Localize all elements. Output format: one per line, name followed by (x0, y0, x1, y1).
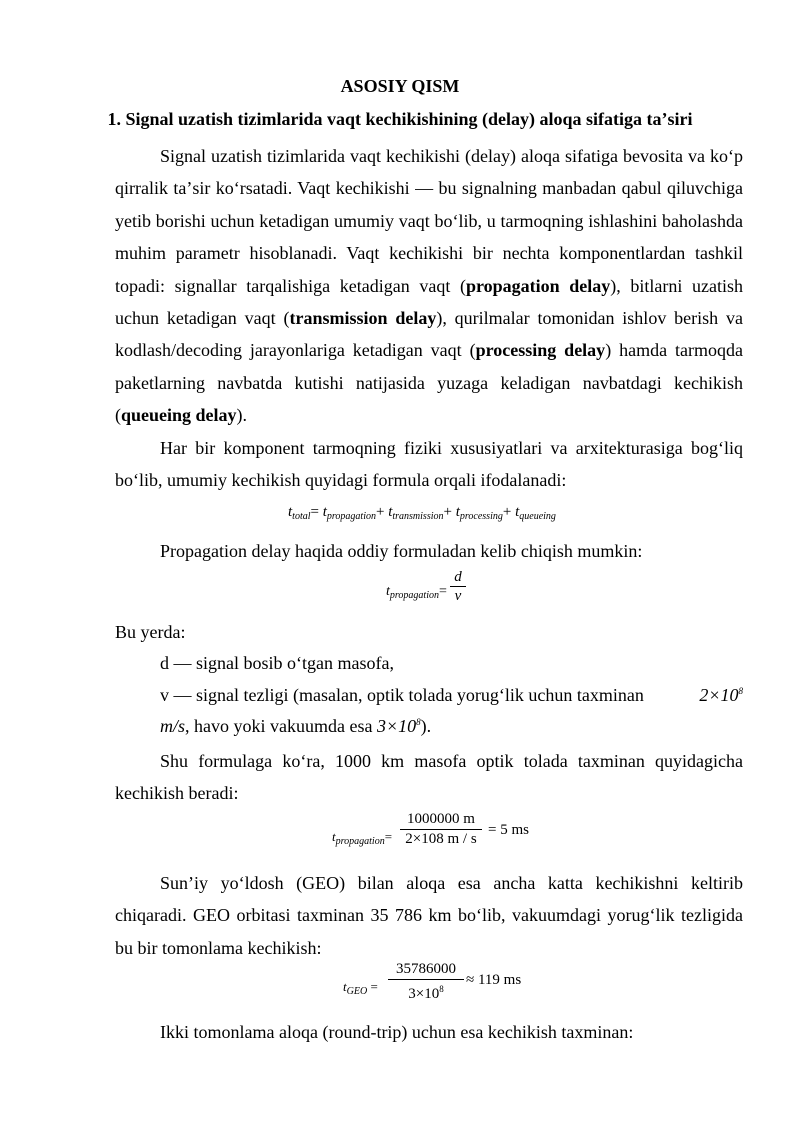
paragraph-1: Signal uzatish tizimlarida vaqt kechikishi (delay) aloqa sifatiga bevosita va koʻp qirralik taʼsir koʻrsatadi. Vaqt kechikishi — bu signalning manbadan qabul qiluvchiga yetib borishi uchun ketadigan umumiy vaqt boʻlib, u tarmoqning ishlashini baholashda muhim parametr hisoblanadi. Vaqt kechikishi bir nechta komponentlardan tashkil topadi: signallar tarqalishiga ketadigan vaqt (propagation delay), bitlarni uzatish uchun ketadigan vaqt (transmission delay), qurilmalar tomonidan ishlov berish va kodlash/decoding jarayonlariga ketadigan vaqt (processing delay) hamda tarmoqda paketlarning navbatda kutishi natijasida yuzaga keladigan navbatdagi kechikish (queueing delay). (115, 146, 743, 426)
paragraph-2: Har bir komponent tarmoqning fiziki xususiyatlari va arxitekturasiga bogʻliq boʻlib, umumiy kechikish quyidagi formula orqali ifodalanadi: (115, 438, 743, 491)
definition-v-line2: m/s, havo yoki vakuumda esa $3\times 10^8$). (160, 716, 432, 736)
formula-geo-result: ≈ 119 ms (466, 972, 522, 988)
term-transmission-delay: transmission delay (289, 308, 437, 329)
paragraph-4: Shu formulaga koʻra, 1000 km masofa optik tolada taxminan quyidagicha kechikish beradi: (115, 751, 743, 804)
formula-total-delay: $t_{total}= t_{propagation}+ t_{transmission}+ t_{processing}+ t_{queueing}$ (288, 504, 556, 522)
paragraph-3: Propagation delay haqida oddiy formuladan kelib chiqish mumkin: (160, 541, 643, 561)
term-queueing-delay: queueing delay (121, 405, 237, 426)
fraction-geo: 35786000 $3\times 10^8$ (388, 960, 464, 1004)
page-heading: ASOSIY QISM (340, 76, 460, 96)
term-propagation-delay: propagation delay (465, 275, 611, 296)
definition-d: d — signal bosib oʻtgan masofa, (160, 653, 394, 673)
paragraph-5: Sunʼiy yoʻldosh (GEO) bilan aloqa esa ancha katta kechikishni keltirib chiqaradi. GEO orbitasi taxminan 35 786 km boʻlib, vakuumdagi yorugʻlik tezligida bu bir tomonlama kechikish: (115, 873, 743, 958)
bu-yerda-label: Bu yerda: (115, 622, 186, 642)
formula-1000km-label: $t_{propagation}=$ (332, 829, 393, 847)
term-processing-delay: processing delay (475, 340, 606, 361)
section-title: 1. Signal uzatish tizimlarida vaqt kechikishining (delay) aloqa sifatiga taʼsiri (107, 109, 693, 129)
definition-v-line1: v — signal tezligi (masalan, optik tolada yorugʻlik uchun taxminan $2\times 10^8$ (160, 685, 743, 705)
paragraph-6: Ikki tomonlama aloqa (round-trip) uchun esa kechikish taxminan: (160, 1022, 634, 1042)
formula-propagation: $t_{propagation}=$ (386, 584, 447, 601)
fraction-1000km: 1000000 m 2×108 m / s (400, 810, 482, 849)
formula-1000km-result: = 5 ms (488, 822, 529, 838)
formula-geo-label: $t_{GEO}$ = (343, 979, 378, 997)
fraction-d-over-v: d v (450, 568, 466, 605)
